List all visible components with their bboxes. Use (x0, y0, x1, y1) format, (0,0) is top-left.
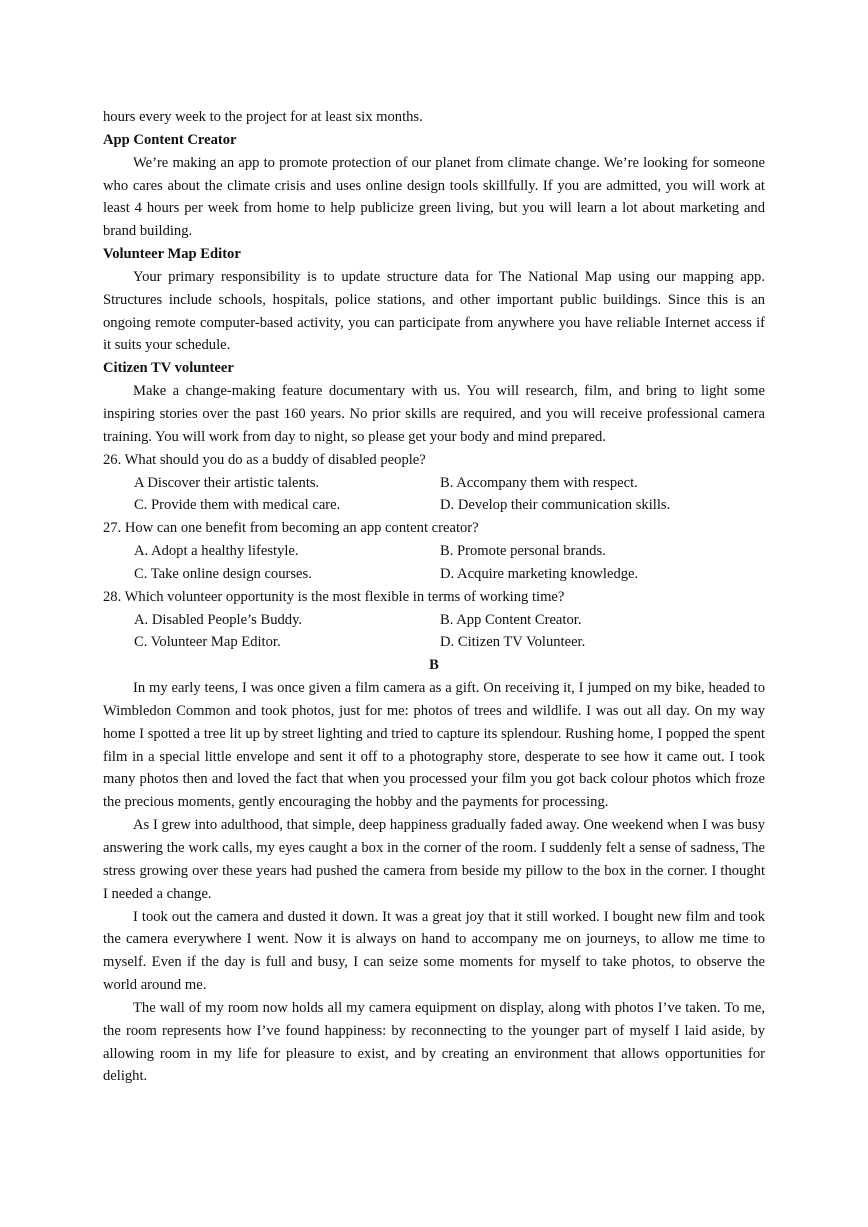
option-26-a: A Discover their artistic talents. (134, 474, 320, 491)
ad-title-citizen-tv-volunteer: Citizen TV volunteer (103, 360, 234, 377)
ad-body-citizen-tv-volunteer: Make a change-making feature documentary with us. You will research, film, and bring to light some inspiring stories over the past 160 years. No prior skills are required, and you will receive professional camera training. You will work from day to night, so please get your body and mind prepared. (103, 383, 765, 445)
option-28-d: D. Citizen TV Volunteer. (440, 634, 586, 651)
ad-title-app-content-creator: App Content Creator (103, 131, 237, 148)
intro-tail-text: hours every week to the project for at least six months. (103, 109, 423, 125)
question-27-options (103, 540, 765, 586)
ad-title-volunteer-map-editor: Volunteer Map Editor (103, 246, 241, 263)
option-27-d: D. Acquire marketing knowledge. (440, 565, 639, 582)
option-28-b: B. App Content Creator. (440, 611, 582, 628)
ad-body-app-content-creator: We’re making an app to promote protection of our planet from climate change. We’re looking for someone who cares about the climate crisis and uses online design tools skillfully. If you are admitted, you will work at least 4 hours per week from home to help publicize green living, but you will learn a lot about marketing and brand building. (103, 154, 765, 240)
option-28-c: C. Volunteer Map Editor. (134, 634, 281, 651)
option-26-c: C. Provide them with medical care. (134, 497, 341, 514)
ad-body-volunteer-map-editor: Your primary responsibility is to update structure data for The National Map using our mapping app. Structures include schools, hospitals, police stations, and other important public buildings. Since this is an ongoing remote computer-based activity, you can participate from anywhere you have reliable Internet access if it suits your schedule. (103, 268, 765, 354)
section-b-title: B (429, 657, 439, 674)
question-27-stem: 27. How can one benefit from becoming an app content creator? (103, 520, 479, 537)
question-26-stem: 26. What should you do as a buddy of disabled people? (103, 451, 426, 468)
option-27-a: A. Adopt a healthy lifestyle. (134, 543, 299, 560)
passage-paragraph-3: I took out the camera and dusted it down. It was a great joy that it still worked. I bought new film and took the camera everywhere I went. Now it is always on hand to accompany me on journeys, to allow me time to myself. Even if the day is full and busy, I can seize some moments for myself to take photos, to observe the world around me. (103, 908, 765, 994)
passage-paragraph-1: In my early teens, I was once given a film camera as a gift. On receiving it, I jumped on my bike, headed to Wimbledon Common and took photos, just for me: photos of trees and wildlife. I was out all day. On my way home I spotted a tree lit up by street lighting and tried to capture its splendour. Rushing home, I popped the spent film in a special little envelope and sent it off to a photography store, desperate to see how it came out. I took many photos then and loved the fact that when you processed your film you got back colour photos which froze the precious moments, gently encouraging the hobby and the payments for processing. (103, 680, 765, 811)
question-28-options (103, 609, 765, 655)
option-26-d: D. Develop their communication skills. (440, 497, 671, 514)
question-26-options (103, 472, 765, 518)
passage-paragraph-4: The wall of my room now holds all my camera equipment on display, along with photos I’ve taken. To me, the room represents how I’ve found happiness: by reconnecting to the younger part of myself I laid aside, by allowing room in my life for pleasure to exist, and by creating an environment that allows opportunities for delight. (103, 999, 765, 1085)
option-27-c: C. Take online design courses. (134, 565, 312, 582)
passage-paragraph-2: As I grew into adulthood, that simple, deep happiness gradually faded away. One weekend when I was busy answering the work calls, my eyes caught a box in the corner of the room. I suddenly felt a sense of sadness, The stress growing over these years had pushed the camera from beside my pillow to the box in the corner. I thought I needed a change. (103, 817, 765, 902)
question-28-stem: 28. Which volunteer opportunity is the most flexible in terms of working time? (103, 588, 565, 605)
document-page (103, 106, 765, 1088)
option-27-b: B. Promote personal brands. (440, 543, 606, 560)
option-26-b: B. Accompany them with respect. (440, 474, 638, 491)
option-28-a: A. Disabled People’s Buddy. (134, 611, 303, 628)
